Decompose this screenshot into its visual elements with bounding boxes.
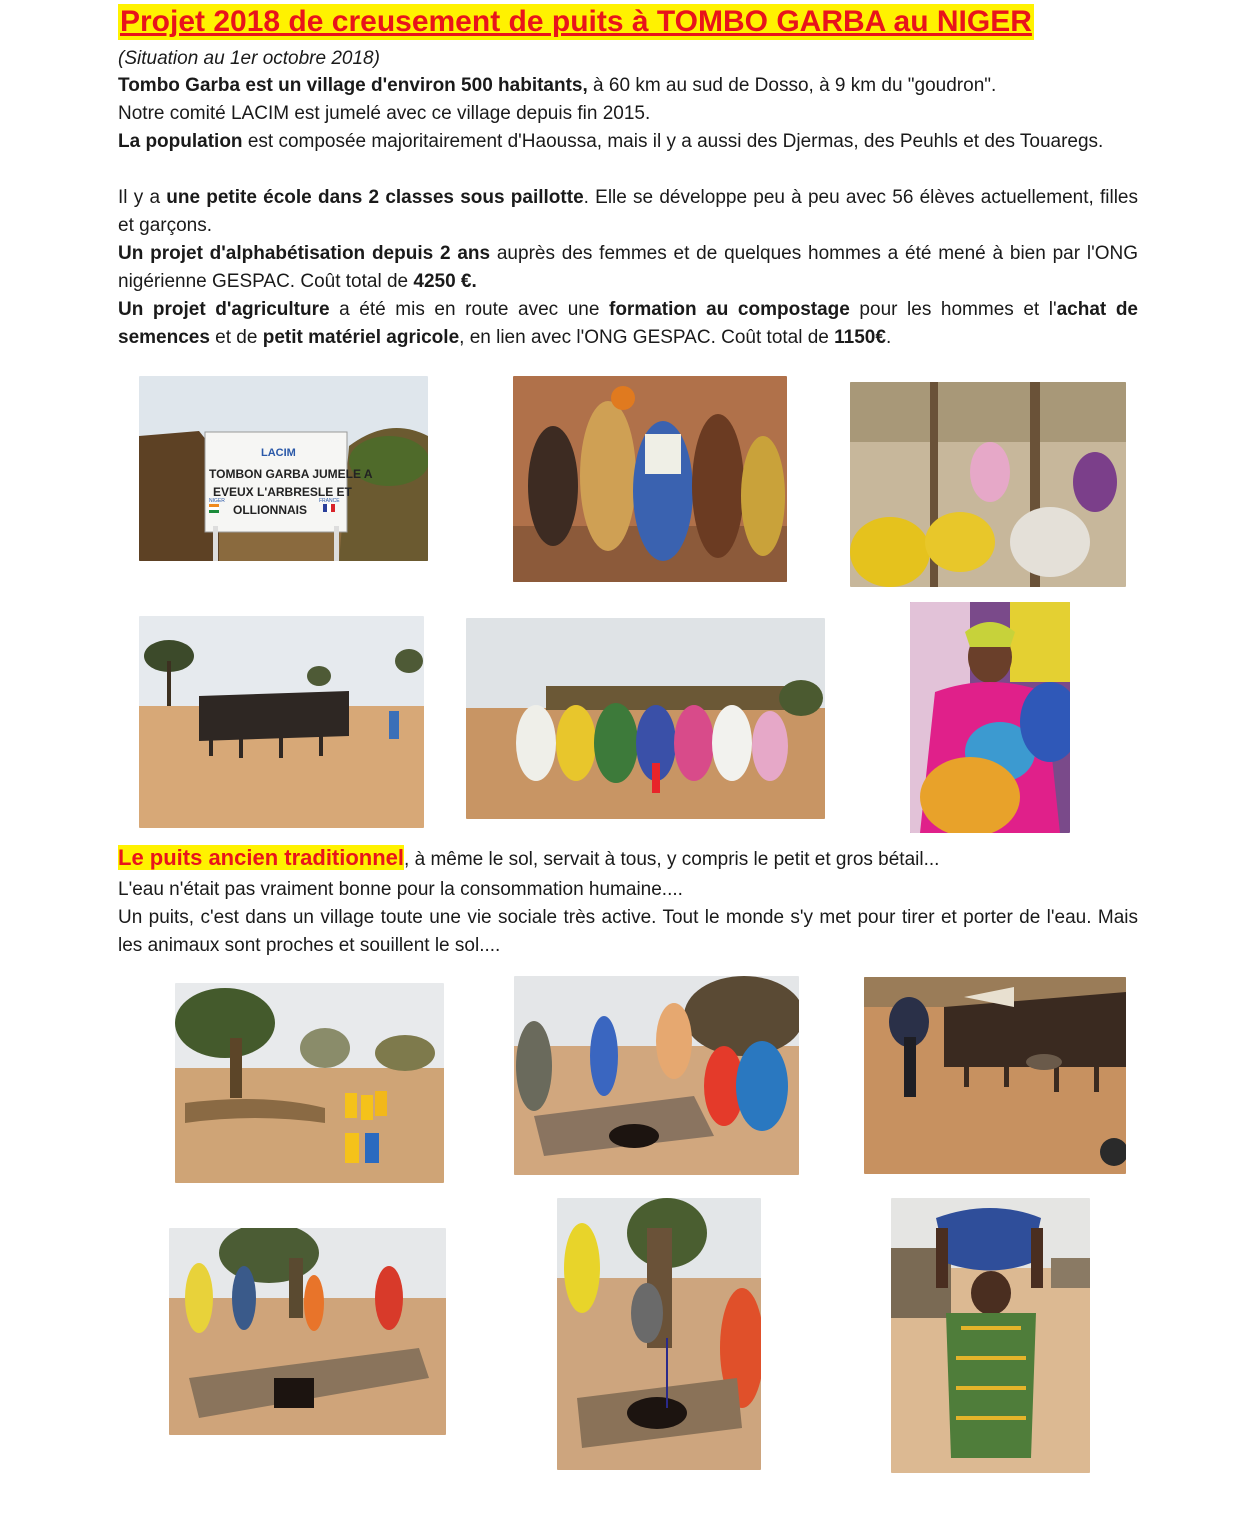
section2-paragraph-2: L'eau n'était pas vraiment bonne pour la consommation humaine....	[118, 879, 683, 900]
photo-traditional-well-containers	[175, 983, 444, 1183]
sign-line-2: EVEUX L'ARBRESLE ET	[213, 485, 352, 499]
photo-pulling-well-rope	[557, 1198, 761, 1470]
sign-tag-left: NIGER	[209, 498, 225, 504]
sign-logo-text: LACIM	[261, 447, 296, 459]
section2-paragraph-1: Le puits ancien traditionnel, à même le sol, servait à tous, y compris le petit et gros bétail...	[118, 845, 940, 870]
page-title: Projet 2018 de creusement de puits à TOMBO GARBA au NIGER	[120, 5, 1032, 38]
sign-line-3: OLLIONNAIS	[233, 503, 307, 517]
intro-paragraph-5: Un projet d'alphabétisation depuis 2 ans auprès des femmes et de quelques hommes a été mené à bien par l'ONG nigérienne GESPAC. Coût total de 4250 €.	[118, 243, 1138, 292]
intro-paragraph-1: Tombo Garba est un village d'environ 500 habitants, à 60 km au sud de Dosso, à 9 km du "goudron".	[118, 75, 997, 96]
intro-paragraph-6: Un projet d'agriculture a été mis en route avec une formation au compostage pour les hommes et l'achat de semences et de petit matériel agricole, en lien avec l'ONG GESPAC. Coût total de 1150€.	[118, 299, 1138, 348]
photo-boy-carrying-basin	[891, 1198, 1090, 1473]
intro-paragraph-3: La population est composée majoritairement d'Haoussa, mais il y a aussi des Djermas, des Peuhls et des Touaregs.	[118, 131, 1104, 152]
photo-village-children	[513, 376, 787, 582]
subtitle-date: (Situation au 1er octobre 2018)	[118, 48, 380, 69]
photo-boys-at-well	[169, 1228, 446, 1435]
photo-cattle-at-well	[864, 977, 1126, 1174]
sign-line-1: TOMBON GARBA JUMELE A	[209, 467, 373, 481]
photo-men-drawing-water	[514, 976, 799, 1175]
section2-heading: Le puits ancien traditionnel	[118, 845, 405, 870]
section2-paragraph-3: Un puits, c'est dans un village toute une vie sociale très active. Tout le monde s'y met pour tirer et porter de l'eau. Mais les animaux sont proches et souillent le sol....	[118, 907, 1138, 956]
sign-tag-right: FRANCE	[319, 498, 340, 504]
photo-village-women-group	[466, 618, 825, 819]
intro-paragraph-2: Notre comité LACIM est jumelé avec ce village depuis fin 2015.	[118, 103, 651, 124]
photo-woman-with-baby	[910, 602, 1070, 833]
photo-donkeys	[139, 616, 424, 828]
intro-paragraph-4: Il y a une petite école dans 2 classes sous paillotte. Elle se développe peu à peu avec 56 élèves actuellement, filles et garçons.	[118, 187, 1139, 236]
photo-literacy-class	[850, 382, 1126, 587]
photo-lacim-sign	[139, 376, 428, 561]
